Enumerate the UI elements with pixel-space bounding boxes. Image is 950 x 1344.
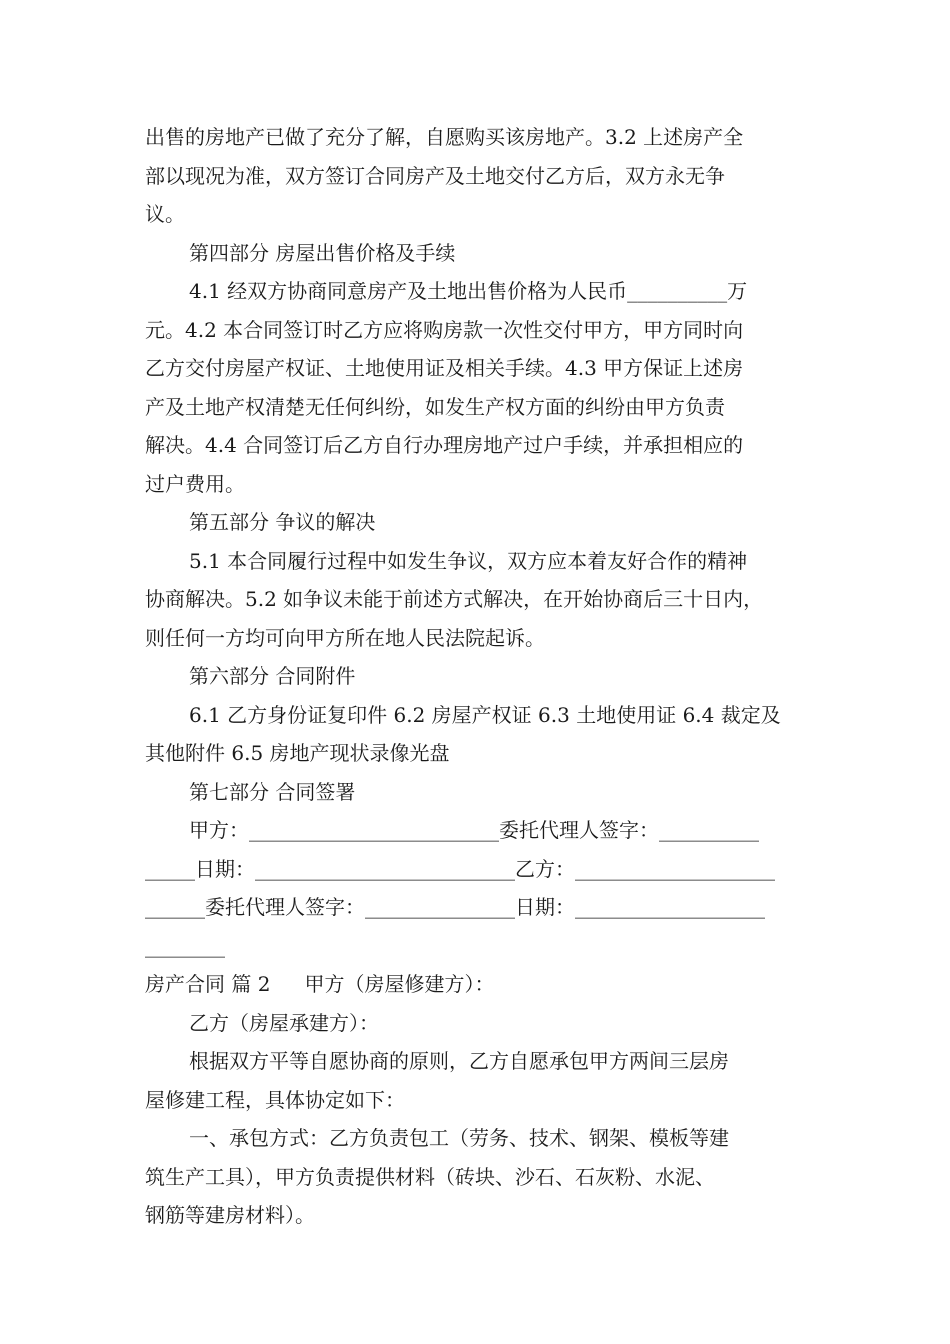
text-line: 筑生产工具），甲方负责提供材料（砖块、沙石、石灰粉、水泥、	[145, 1164, 715, 1189]
text-line: 议。	[145, 202, 185, 226]
text-line: 屋修建工程，具体协定如下：	[145, 1087, 405, 1112]
contract-part-2	[145, 1004, 810, 1235]
text-line: 过户费用。	[145, 471, 245, 496]
text-line: _____日期：__________________________乙方：____________________	[145, 856, 775, 881]
text-line: 第四部分 房屋出售价格及手续	[189, 240, 456, 265]
section-2-title: 房产合同 篇 2	[145, 972, 271, 996]
text-line: 一、承包方式：乙方负责包工（劳务、技术、钢架、模板等建	[189, 1126, 729, 1150]
text-line: 元。4.2 本合同签订时乙方应将购房款一次性交付甲方，甲方同时向	[145, 317, 744, 342]
text-line: 产及土地产权清楚无任何纠纷，如发生产权方面的纠纷由甲方负责	[145, 394, 725, 419]
text-line: 第七部分 合同签署	[189, 779, 356, 804]
text-line: 乙方（房屋承建方）：	[189, 1010, 379, 1035]
text-line: 解决。4.4 合同签订后乙方自行办理房地产过户手续，并承担相应的	[145, 433, 744, 457]
text-line: 其他附件 6.5 房地产现状录像光盘	[145, 741, 450, 765]
section-2-heading-line	[145, 965, 810, 1004]
text-line: 6.1 乙方身份证复印件 6.2 房屋产权证 6.3 土地使用证 6.4 裁定及	[189, 702, 781, 727]
text-line: 4.1 经双方协商同意房产及土地出售价格为人民币__________万	[189, 279, 748, 303]
text-line: 第五部分 争议的解决	[189, 510, 376, 534]
party-a-label: 甲方（房屋修建方）：	[304, 972, 495, 996]
text-line: 5.1 本合同履行过程中如发生争议，双方应本着友好合作的精神	[189, 548, 748, 573]
text-line: 根据双方平等自愿协商的原则，乙方自愿承包甲方两间三层房	[189, 1049, 729, 1073]
text-line: 则任何一方均可向甲方所在地人民法院起诉。	[145, 625, 545, 650]
text-line: 乙方交付房屋产权证、土地使用证及相关手续。4.3 甲方保证上述房	[145, 356, 744, 380]
text-line: 甲方：_________________________委托代理人签字：__________	[189, 818, 759, 842]
text-line: ______委托代理人签字：_______________日期：___________________	[145, 895, 765, 919]
text-line: 部以现况为准，双方签订合同房产及土地交付乙方后，双方永无争	[145, 163, 725, 188]
text-line: 第六部分 合同附件	[189, 664, 356, 688]
text-line: 出售的房地产已做了充分了解，自愿购买该房地产。3.2 上述房产全	[145, 125, 744, 149]
text-line: ________	[145, 933, 225, 958]
text-line: 协商解决。5.2 如争议未能于前述方式解决，在开始协商后三十日内，	[145, 587, 764, 611]
contract-part-1	[145, 118, 810, 965]
document-page	[145, 118, 810, 1235]
text-line: 钢筋等建房材料）。	[145, 1203, 315, 1227]
